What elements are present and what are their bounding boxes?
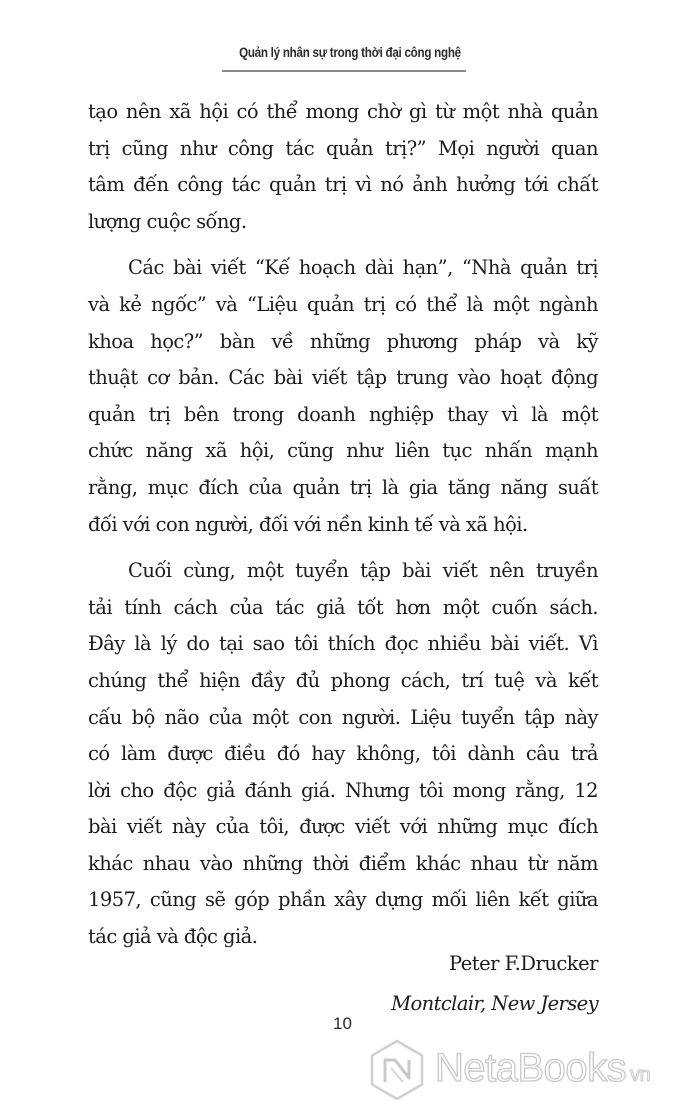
- text-line: tác giả và độc giả.: [88, 925, 258, 949]
- body-text: [88, 94, 598, 966]
- text-line: lượng cuộc sống.: [88, 209, 247, 233]
- author-location: Montclair, New Jersey: [391, 992, 598, 1015]
- watermark-suffix: vn: [630, 1064, 651, 1086]
- text-line: có làm được điều đó hay không, tôi dành câu trả: [88, 742, 598, 766]
- text-line: chức năng xã hội, cũng như liên tục nhấn mạnh: [88, 439, 598, 463]
- text-line: Cuối cùng, một tuyển tập bài viết nên truyền: [128, 559, 598, 583]
- watermark-text: [435, 1046, 650, 1091]
- watermark-brand: NetaBooks: [435, 1046, 627, 1090]
- text-line: quản trị bên trong doanh nghiệp thay vì là một: [88, 402, 598, 426]
- text-line: rằng, mục đích của quản trị là gia tăng năng suất: [88, 475, 598, 499]
- running-head: Quản lý nhân sự trong thời đại công nghệ: [239, 45, 461, 60]
- watermark: [365, 1040, 695, 1100]
- text-line: khác nhau vào những thời điểm khác nhau từ năm: [88, 851, 598, 875]
- text-line: tải tính cách của tác giả tốt hơn một cuốn sách.: [88, 595, 598, 619]
- page-number: 10: [333, 1014, 352, 1033]
- text-line: 1957, cũng sẽ góp phần xây dựng mối liên kết giữa: [88, 888, 598, 912]
- netabooks-logo-icon: [365, 1038, 429, 1102]
- author-signature: Peter F.Drucker: [449, 952, 598, 975]
- text-line: trị cũng như công tác quản trị?” Mọi người quan: [88, 136, 598, 160]
- text-line: bài viết này của tôi, được viết với những mục đích: [88, 815, 598, 839]
- paragraph-3: [88, 553, 598, 956]
- text-line: Các bài viết “Kế hoạch dài hạn”, “Nhà quản trị: [128, 256, 598, 280]
- text-line: đối với con người, đối với nền kinh tế và xã hội.: [88, 512, 528, 536]
- text-line: và kẻ ngốc” và “Liệu quản trị có thể là một ngành: [88, 292, 598, 316]
- header-rule: [222, 70, 466, 72]
- text-line: cấu bộ não của một con người. Liệu tuyển tập này: [88, 705, 598, 729]
- text-line: tạo nên xã hội có thể mong chờ gì từ một nhà quản: [88, 100, 598, 123]
- paragraph-1: [88, 94, 598, 240]
- text-line: khoa học?” bàn về những phương pháp và kỹ: [88, 329, 598, 353]
- text-line: thuật cơ bản. Các bài viết tập trung vào hoạt động: [88, 366, 598, 390]
- text-line: Đây là lý do tại sao tôi thích đọc nhiều bài viết. Vì: [88, 632, 598, 656]
- text-line: chúng thể hiện đầy đủ phong cách, trí tuệ và kết: [88, 668, 598, 692]
- paragraph-2: [88, 250, 598, 543]
- text-line: tâm đến công tác quản trị vì nó ảnh hưởng tới chất: [88, 173, 598, 197]
- text-line: lời cho độc giả đánh giá. Nhưng tôi mong rằng, 12: [88, 778, 598, 802]
